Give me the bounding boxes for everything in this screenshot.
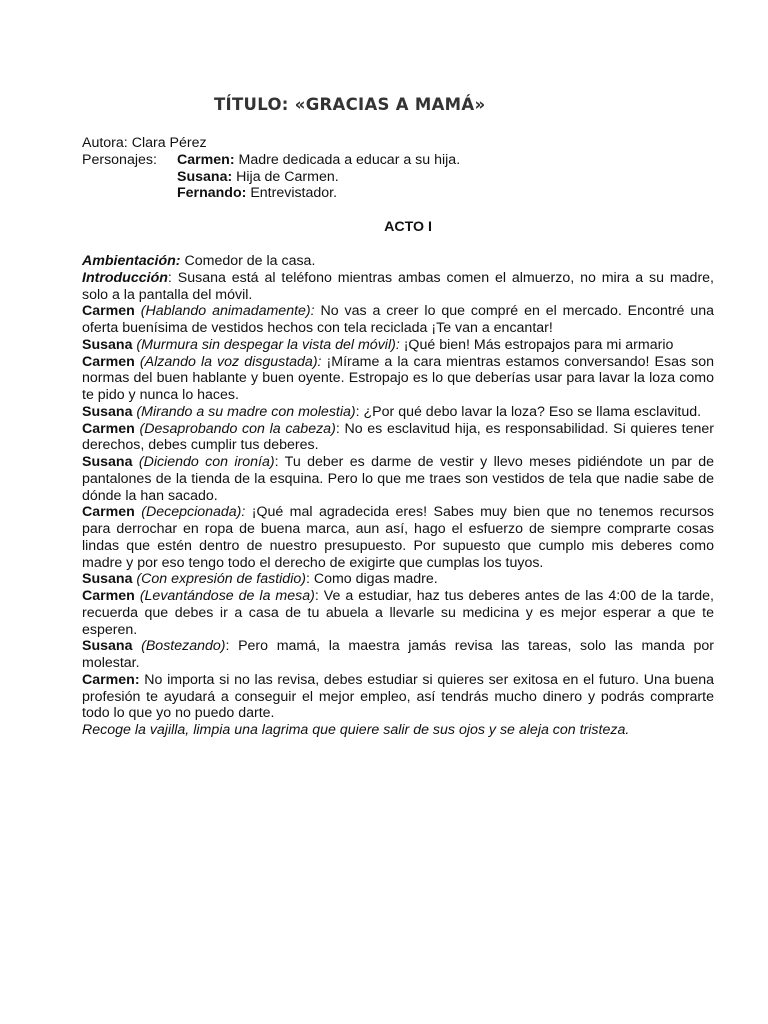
stage-direction: (Murmura sin despegar la vista del móvil): [132,336,400,353]
stage-direction: (Con expresión de fastidio) [132,571,306,588]
setting-text: Comedor de la casa. [184,253,316,269]
speaker-name: Carmen [82,588,135,604]
speaker-name: Susana [82,403,133,420]
speaker-name: Carmen [82,353,135,370]
document-title: TÍTULO: «GRACIAS A MAMÁ» [214,95,486,114]
dialogue-line [82,588,714,638]
character-desc: Entrevistador. [250,185,338,202]
speaker-name: Susana [82,336,133,353]
speaker-name: Susana [82,571,133,588]
character-line [82,152,714,169]
dialogue-line [82,454,714,504]
dialogue-text: ¡Mírame a la cara mientras estamos conversando! Esas son normas del buen hablante y buen oyente. Estropajo es lo que deberías usar para lavar la loza como te pido y nunca lo haces. [82,353,714,403]
dialogue-text: : Pero mamá, la maestra jamás revisa las tareas, solo las manda por molestar. [82,638,715,671]
stage-direction: (Alzando la voz disgustada): [134,353,322,370]
closing-direction-text: Recoge la vajilla, limpia una lagrima que quiere salir de sus ojos y se aleja con tristeza. [82,722,630,738]
dialogue-line [82,354,714,404]
speaker-name: Susana [82,638,133,655]
dialogue-text: : Tu deber es darme de vestir y llevo meses pidiéndote un par de pantalones de la tienda de la esquina. Pero lo que me traes son vestidos de tela que nadie sabe de dónde la han sacado. [82,454,714,504]
stage-direction: (Desaprobando con la cabeza) [134,420,336,437]
speaker-name: Susana [82,454,133,470]
dialogue-text: No importa si no las revisa, debes estudiar si quieres ser exitosa en el futuro. Una buena profesión te ayudará a conseguir el mejor empleo, así tendrás mucho dinero y podrás comprarte todo lo que yo no puedo darte. [82,671,714,722]
dialogue-line [82,504,714,571]
stage-direction: (Hablando animadamente): [134,303,315,320]
speaker-name: Carmen [82,420,135,437]
intro-line [82,270,714,304]
dialogue-line [82,672,714,722]
character-line [177,185,714,202]
dialogue-text: : Como digas madre. [305,571,438,588]
intro-text: : Susana está al teléfono mientras ambas comen el almuerzo, no mira a su madre, solo a la pantalla del móvil. [82,269,714,303]
act-heading: ACTO I [384,219,432,235]
dialogue-line [82,303,714,337]
author-name: Clara Pérez [131,135,207,151]
stage-direction: (Decepcionada): [134,504,246,521]
character-desc: Madre dedicada a educar a su hija. [238,151,461,168]
stage-direction: (Diciendo con ironía) [132,454,275,470]
setting-label: Ambientación: [82,253,181,269]
character-name: Fernando: [177,185,247,202]
stage-direction: (Levantándose de la mesa) [134,588,315,604]
dialogue-line [82,571,714,588]
closing-stage-direction [82,722,714,739]
stage-direction: (Bostezando) [132,638,226,655]
speaker-name: Carmen [82,303,135,320]
stage-direction: (Mirando a su madre con molestia) [132,403,356,420]
dialogue-text: : No es esclavitud hija, es responsabilidad. Si quieres tener derechos, debes cumplir tus deberes. [82,420,714,454]
dialogue-line [82,404,714,421]
setting-line [82,253,714,270]
dialogue-line [82,638,714,672]
author-line [82,135,714,152]
script-body [82,253,714,739]
dialogue-text: ¡Qué mal agradecida eres! Sabes muy bien que no tenemos recursos para derrochar en ropa de buena marca, aun así, hago el esfuerzo de siempre comprarte cosas lindas que estén dentro de nuestro presupuesto. Por supuesto que cumplo mis deberes como madre y por eso tengo todo el derecho de exigirte que cumplas los tuyos. [82,504,714,571]
dialogue-text: : Ve a estudiar, haz tus deberes antes de las 4:00 de la tarde, recuerda que debes ir a casa de tu abuela a llevarle su medicina y es mejor esperar a que te esperen. [82,588,714,638]
speaker-name: Carmen [82,504,135,521]
dialogue-line [82,421,714,455]
author-label: Autora: [82,135,128,151]
document-meta [82,135,714,202]
dialogue-text: ¡Qué bien! Más estropajos para mi armario [399,336,674,353]
character-name: Carmen: [177,151,235,168]
character-line [177,169,714,186]
character-desc: Hija de Carmen. [236,168,339,185]
dialogue-line [82,337,714,354]
characters-label: Personajes: [82,151,157,168]
character-name: Susana: [177,168,233,185]
dialogue-text: : ¿Por qué debo lavar la loza? Eso se llama esclavitud. [355,403,702,420]
speaker-name: Carmen: [82,671,140,688]
dialogue-text: No vas a creer lo que compré en el mercado. Encontré una oferta buenísima de vestidos hechos con tela reciclada ¡Te van a encantar! [82,303,715,336]
intro-label: Introducción [82,269,168,286]
